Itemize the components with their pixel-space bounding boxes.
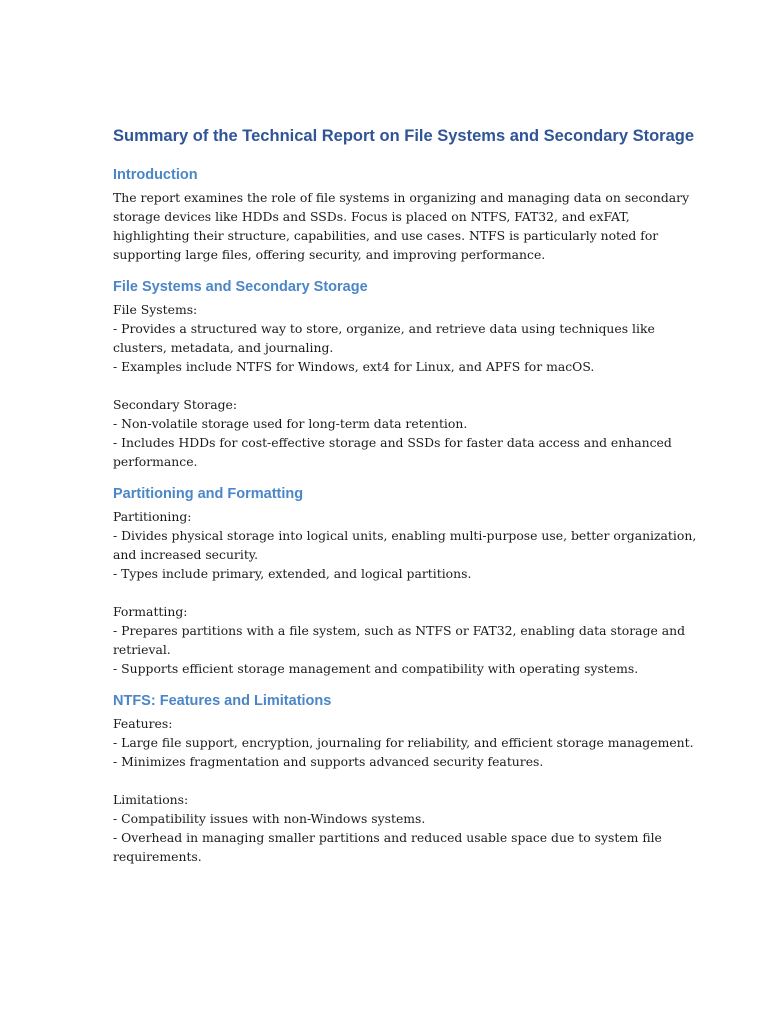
body-text-line: - Types include primary, extended, and logical partitions. xyxy=(113,566,472,581)
body-text-line: and increased security. xyxy=(113,547,259,562)
section-ntfs-features-and-limitations xyxy=(113,691,694,866)
body-text-line: - Divides physical storage into logical units, enabling multi-purpose use, better organization, xyxy=(113,528,697,543)
body-text-line: - Includes HDDs for cost-effective storage and SSDs for faster data access and enhanced xyxy=(113,435,672,450)
blank-line xyxy=(113,583,661,602)
document-body xyxy=(113,165,697,866)
body-text-line: Limitations: xyxy=(113,792,189,807)
body-text-line: - Overhead in managing smaller partitions and reduced usable space due to system file xyxy=(113,830,662,845)
body-text-line: Formatting: xyxy=(113,604,188,619)
body-text-line: File Systems: xyxy=(113,302,198,317)
body-text-line: performance. xyxy=(113,454,198,469)
section-heading: NTFS: Features and Limitations xyxy=(113,693,332,709)
body-text-line: requirements. xyxy=(113,849,202,864)
body-text-line: - Provides a structured way to store, organize, and retrieve data using techniques like xyxy=(113,321,655,336)
body-text-line: - Large file support, encryption, journaling for reliability, and efficient storage management. xyxy=(113,735,694,750)
body-text-line: - Examples include NTFS for Windows, ext4 for Linux, and APFS for macOS. xyxy=(113,359,595,374)
section-heading: File Systems and Secondary Storage xyxy=(113,279,368,295)
body-text-line: storage devices like HDDs and SSDs. Focus is placed on NTFS, FAT32, and exFAT, xyxy=(113,209,630,224)
body-text-line: - Minimizes fragmentation and supports advanced security features. xyxy=(113,754,544,769)
blank-line xyxy=(113,771,661,790)
body-text-line: Secondary Storage: xyxy=(113,397,238,412)
body-text-line: - Compatibility issues with non-Windows systems. xyxy=(113,811,426,826)
section-introduction xyxy=(113,165,690,264)
document-page xyxy=(113,124,697,879)
body-text-line: - Non-volatile storage used for long-term data retention. xyxy=(113,416,468,431)
body-text-line: Features: xyxy=(113,716,173,731)
section-heading: Partitioning and Formatting xyxy=(113,486,304,502)
section-file-systems-and-secondary-storage xyxy=(113,277,672,471)
body-text-line: clusters, metadata, and journaling. xyxy=(113,340,334,355)
body-text-line: retrieval. xyxy=(113,642,171,657)
section-heading: Introduction xyxy=(113,167,198,183)
body-text-line: - Supports efficient storage management and compatibility with operating systems. xyxy=(113,661,639,676)
body-text-line: The report examines the role of file systems in organizing and managing data on secondary xyxy=(113,190,690,205)
body-text-line: supporting large files, offering security, and improving performance. xyxy=(113,247,546,262)
section-partitioning-and-formatting xyxy=(113,484,697,678)
blank-line xyxy=(113,376,661,395)
body-text-line: Partitioning: xyxy=(113,509,192,524)
body-text-line: - Prepares partitions with a file system, such as NTFS or FAT32, enabling data storage and xyxy=(113,623,686,638)
body-text-line: highlighting their structure, capabilities, and use cases. NTFS is particularly noted for xyxy=(113,228,659,243)
document-title: Summary of the Technical Report on File Systems and Secondary Storage xyxy=(113,127,695,145)
